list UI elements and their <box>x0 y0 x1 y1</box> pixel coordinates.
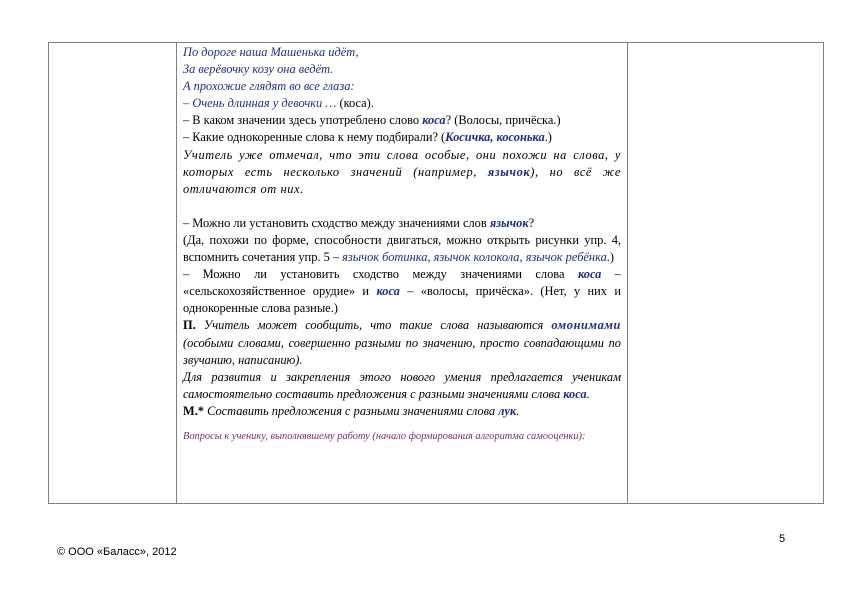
spacer <box>183 198 621 215</box>
question-1: – В каком значении здесь употреблено слово коса? (Волосы, причёска.) <box>183 113 561 128</box>
page-number: 5 <box>779 533 786 545</box>
question-2: – Какие однокоренные слова к нему подбирали? (Косичка, косонька.) <box>183 130 552 145</box>
teacher-note: Учитель уже отмечал, что эти слова особые, они похожи на слова, у которых есть несколько значений (например, язычок), но всё же отличаются от них. <box>183 147 621 196</box>
poem-line: А прохожие глядят во все глаза: <box>183 79 355 94</box>
answer-3: (Да, похожи по форме, способности двигаться, можно открыть рисунки упр. 4, вспомнить сочетания упр. 5 – язычок ботинка, язычок колокола, язычок ребёнка.) <box>183 232 621 265</box>
poem-line: За верёвочку козу она ведёт. <box>183 62 334 77</box>
lesson-table <box>48 42 824 504</box>
poem-line: По дороге наша Машенька идёт, <box>183 45 359 59</box>
question-4: – Можно ли установить сходство между значениями слова коса – «сельскохозяйственное орудие» и коса – «волосы, причёска». (Нет, у них и однокоренные слова разные.) <box>183 267 621 316</box>
m-block: М.* Составить предложения с разными значениями слова лук. <box>183 403 520 418</box>
development-task: Для развития и закрепления этого нового умения предлагается ученикам самостоятельно составить предложения с разными значениями слова коса. <box>183 369 621 401</box>
question-3: – Можно ли установить сходство между значениями слов язычок? <box>183 215 535 230</box>
footer-copyright: © ООО «Баласс», 2012 <box>57 546 177 558</box>
questions-note: Вопросы к ученику, выполнявшему работу (начало формирования алгоритма самооценки): <box>183 430 586 442</box>
lesson-content <box>183 44 621 443</box>
column-divider-right <box>627 43 628 503</box>
column-divider-left <box>176 43 177 503</box>
poem-line: – Очень длинная у девочки … (коса). <box>183 96 374 111</box>
p-block: П. Учитель может сообщить, что такие слова называются омонимами (особыми словами, совершенно разными по значению, просто совпадающими по звучанию, написанию). <box>183 318 621 367</box>
